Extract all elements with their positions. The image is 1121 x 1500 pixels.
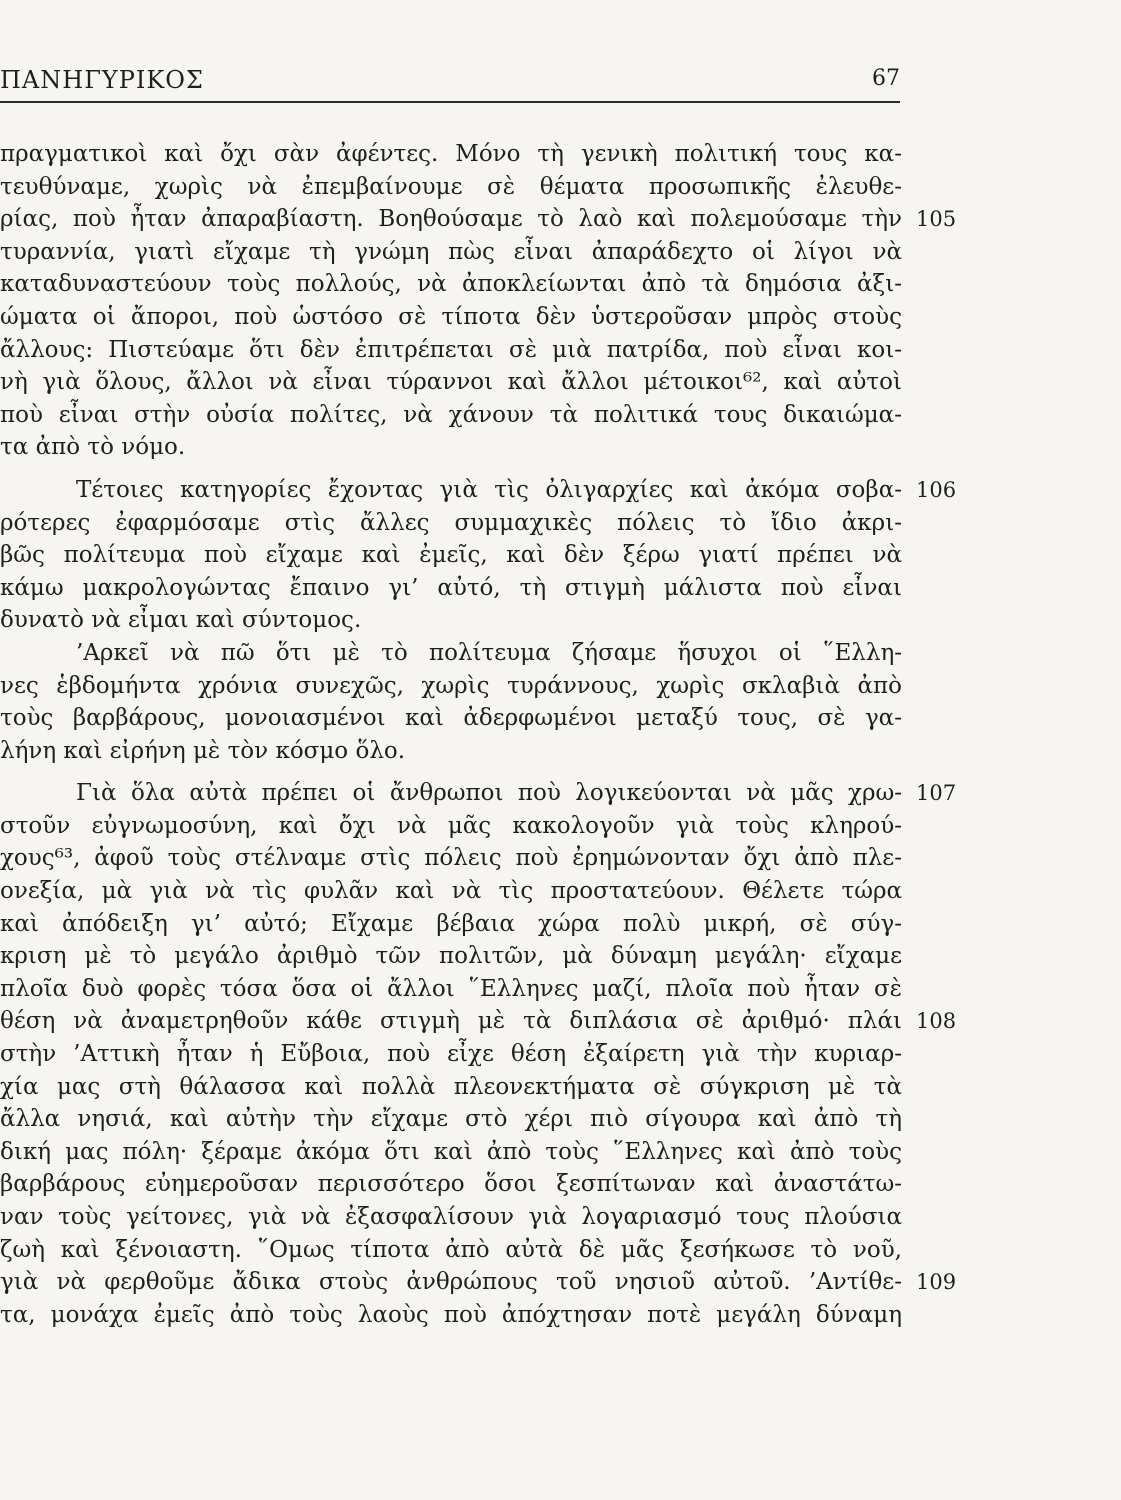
text-line: ρότερες ἐφαρμόσαμε στὶς ἄλλες συμμαχικὲς πόλεις τὸ ἴδιο ἀκρι- [0,509,902,536]
text-line: ζωὴ καὶ ξένοιαστη. ῞Ομως τίποτα ἀπὸ αὐτὰ δὲ μᾶς ξεσήκωσε τὸ νοῦ, [0,1236,902,1263]
text-line: γιὰ νὰ φερθοῦμε ἄδικα στοὺς ἀνθρώπους τοῦ νησιοῦ αὐτοῦ. ’Αντίθε- 109 [0,1266,1121,1299]
text-line: δική μας πόλη· ξέραμε ἀκόμα ὅτι καὶ ἀπὸ τοὺς ῞Ελληνες καὶ ἀπὸ τοὺς [0,1138,902,1165]
section-number: 106 [916,477,957,502]
text-line: ποὺ εἶναι στὴν οὐσία πολίτες, νὰ χάνουν τὰ πολιτικά τους δικαιώμα- [0,401,902,428]
text-line: ώματα οἱ ἄποροι, ποὺ ὡστόσο σὲ τίποτα δὲν ὑστεροῦσαν μπρὸς στοὺς [0,303,902,330]
text-line: Γιὰ ὅλα αὐτὰ πρέπει οἱ ἄνθρωποι ποὺ λογικεύονται νὰ μᾶς χρω- 107 [0,777,1121,810]
text-line: χους⁶³, ἀφοῦ τοὺς στέλναμε στὶς πόλεις ποὺ ἐρημώνονταν ὄχι ἀπὸ πλε- [0,845,902,872]
text-line: ’Αρκεῖ νὰ πῶ ὅτι μὲ τὸ πολίτευμα ζήσαμε ἥσυχοι οἱ ῞Ελλη- [76,639,902,666]
section-number: 105 [916,207,957,232]
text-line: χία μας στὴ θάλασσα καὶ πολλὰ πλεονεκτήματα σὲ σύγκριση μὲ τὰ [0,1073,902,1100]
text-line: καὶ ἀπόδειξη γι’ αὐτό; Εἴχαμε βέβαια χώρα πολὺ μικρή, σὲ σύγ- [0,910,902,937]
text-line: ονεξία, μὰ γιὰ νὰ τὶς φυλᾶν καὶ νὰ τὶς προστατεύουν. Θέλετε τώρα [0,878,902,905]
page-number: 67 [872,66,900,91]
text-line: νὴ γιὰ ὅλους, ἄλλοι νὰ εἶναι τύραννοι καὶ ἄλλοι μέτοικοι⁶², καὶ αὐτοὶ [0,369,902,396]
header-rule [0,101,900,103]
paragraph-gap [0,767,1121,777]
text-line: δυνατὸ νὰ εἶμαι καὶ σύντομος. [0,607,362,634]
text-line: στὴν ’Αττικὴ ἦταν ἡ Εὔβοια, ποὺ εἶχε θέση ἐξαίρετη γιὰ τὴν κυριαρ- [0,1041,902,1068]
section-number: 108 [916,1009,957,1034]
text-line: θέση νὰ ἀναμετρηθοῦν κάθε στιγμὴ μὲ τὰ διπλάσια σὲ ἀριθμό· πλάι 108 [0,1005,1121,1038]
text-line: ναν τοὺς γείτονες, γιὰ νὰ ἐξασφαλίσουν γιὰ λογαριασμό τους πλούσια [0,1204,902,1230]
text-line: πλοῖα δυὸ φορὲς τόσα ὅσα οἱ ἄλλοι ῞Ελληνες μαζί, πλοῖα ποὺ ἦταν σὲ [0,975,902,1002]
running-title: ΠΑΝΗΓΥΡΙΚΟΣ [0,66,204,94]
text-line: τευθύναμε, χωρὶς νὰ ἐπεμβαίνουμε σὲ θέματα προσωπικῆς ἐλευθε- [0,173,902,200]
text-line: καταδυναστεύουν τοὺς πολλούς, νὰ ἀποκλείωνται ἀπὸ τὰ δημόσια ἀξι- [0,271,902,298]
text-line: πραγματικοὶ καὶ ὄχι σὰν ἀφέντες. Μόνο τὴ γενικὴ πολιτική τους κα- [0,141,902,167]
text-line: τα, μονάχα ἐμεῖς ἀπὸ τοὺς λαοὺς ποὺ ἀπόχτησαν ποτὲ μεγάλη δύναμη [0,1301,902,1328]
text-line: ἄλλα νησιά, καὶ αὐτὴν τὴν εἴχαμε στὸ χέρι πιὸ σίγουρα καὶ ἀπὸ τὴ [0,1106,902,1133]
text-line: κριση μὲ τὸ μεγάλο ἀριθμὸ τῶν πολιτῶν, μὰ δύναμη μεγάλη· εἴχαμε [0,943,902,970]
text-line: λήνη καὶ εἰρήνη μὲ τὸν κόσμο ὅλο. [0,737,406,764]
body-text [0,138,1121,1331]
text-line: βαρβάρους εὐημεροῦσαν περισσότερο ὅσοι ξεσπίτωναν καὶ ἀναστάτω- [0,1171,902,1198]
section-number: 107 [916,781,957,806]
text-line: ρίας, ποὺ ἦταν ἀπαραβίαστη. Βοηθούσαμε τὸ λαὸ καὶ πολεμούσαμε τὴν 105 [0,203,1121,236]
section-number: 109 [916,1270,957,1295]
text-line: τα ἀπὸ τὸ νόμο. [0,434,186,461]
text-line: τυραννία, γιατὶ εἴχαμε τὴ γνώμη πὼς εἶναι ἀπαράδεχτο οἱ λίγοι νὰ [0,238,902,265]
text-line: ἄλλους: Πιστεύαμε ὅτι δὲν ἐπιτρέπεται σὲ μιὰ πατρίδα, ποὺ εἶναι κοι- [0,336,902,363]
paragraph-gap [0,464,1121,474]
text-line: στοῦν εὐγνωμοσύνη, καὶ ὄχι νὰ μᾶς κακολογοῦν γιὰ τοὺς κληρού- [0,812,902,839]
text-line: κάμω μακρολογώντας ἔπαινο γι’ αὐτό, τὴ στιγμὴ μάλιστα ποὺ εἶναι [0,574,902,601]
text-line: Τέτοιες κατηγορίες ἔχοντας γιὰ τὶς ὀλιγαρχίες καὶ ἀκόμα σοβα- 106 [0,474,1121,507]
text-line: νες ἑβδομήντα χρόνια συνεχῶς, χωρὶς τυράννους, χωρὶς σκλαβιὰ ἀπὸ [0,672,902,699]
text-line: βῶς πολίτευμα ποὺ εἴχαμε καὶ ἐμεῖς, καὶ δὲν ξέρω γιατί πρέπει νὰ [0,542,902,569]
text-line: τοὺς βαρβάρους, μονοιασμένοι καὶ ἀδερφωμένοι μεταξύ τους, σὲ γα- [0,705,902,732]
page-header [0,66,900,106]
